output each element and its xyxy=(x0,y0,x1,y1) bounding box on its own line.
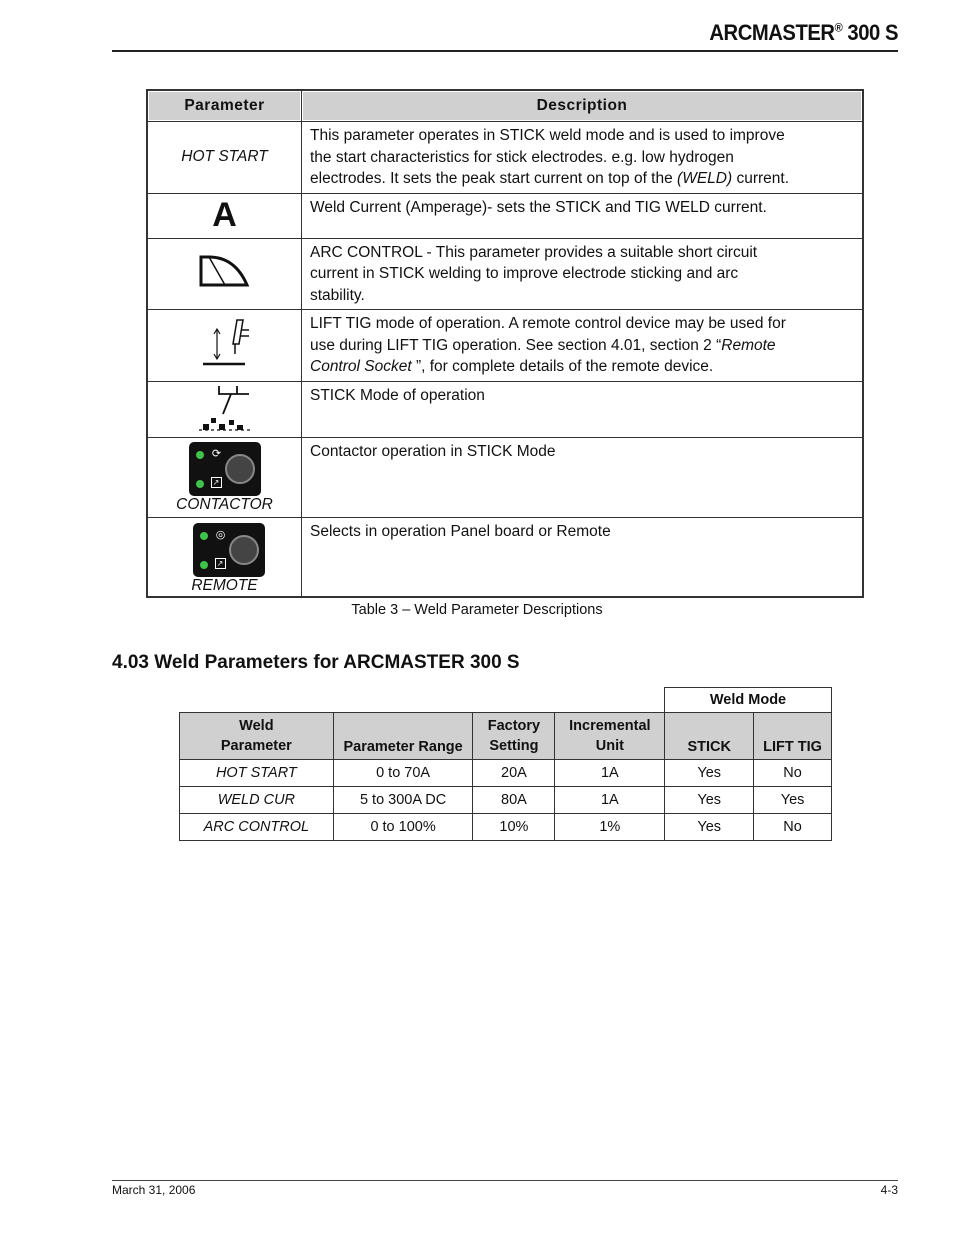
led-indicator xyxy=(200,561,208,569)
table-row xyxy=(147,381,863,437)
led-indicator xyxy=(196,480,204,488)
table-row xyxy=(180,760,832,787)
desc-line xyxy=(310,168,854,190)
row-description: Weld Current (Amperage)- sets the STICK and TIG WELD current. xyxy=(302,193,864,238)
table-row xyxy=(147,122,863,194)
page-header-title xyxy=(709,20,898,46)
desc-line: the start characteristics for stick electrodes. e.g. low hydrogen xyxy=(310,148,734,166)
cell-factory: 20A xyxy=(473,760,555,787)
contactor-switch-panel xyxy=(189,442,261,496)
col-parameter: Parameter xyxy=(147,90,302,122)
cell-lift: No xyxy=(754,814,832,841)
col-incremental-unit xyxy=(555,713,665,760)
remote-switch-panel xyxy=(193,523,265,577)
panel-board-icon: ◎ xyxy=(215,528,226,541)
cell-factory: 10% xyxy=(473,814,555,841)
desc-text: use during LIFT TIG operation. See section 4.01, section 2 “ xyxy=(310,336,722,354)
col-stick xyxy=(665,713,754,760)
footer-rule xyxy=(112,1180,898,1181)
header-text: Unit xyxy=(595,738,624,754)
brand-name: ARCMASTER xyxy=(709,20,835,45)
registered-mark: ® xyxy=(834,20,843,35)
header-text: Setting xyxy=(489,738,539,754)
table-row xyxy=(147,310,863,382)
table-row xyxy=(180,787,832,814)
desc-line: LIFT TIG mode of operation. A remote control device may be used for xyxy=(310,315,786,332)
lift-tig-icon xyxy=(147,310,302,382)
section-heading: 4.03 Weld Parameters for ARCMASTER 300 S xyxy=(112,652,520,673)
col-weld-parameter xyxy=(180,713,334,760)
stick-mode-icon xyxy=(147,381,302,437)
amperage-symbol: A xyxy=(147,193,302,238)
remote-label: REMOTE xyxy=(191,576,258,594)
hot-start-symbol: HOT START xyxy=(147,122,302,194)
cell-lift: No xyxy=(754,760,832,787)
desc-text: ”, for complete details of the remote device. xyxy=(411,358,714,375)
col-lift-tig xyxy=(754,713,832,760)
desc-text: (WELD) xyxy=(677,170,733,187)
desc-line: current in STICK welding to improve electrode sticking and arc xyxy=(310,265,739,282)
desc-text: Control Socket xyxy=(310,358,412,375)
cell-param: WELD CUR xyxy=(180,787,334,814)
cell-incr: 1A xyxy=(555,787,665,814)
contactor-panel xyxy=(147,437,302,517)
desc-text: Remote xyxy=(721,336,776,354)
header-text: Incremental xyxy=(569,718,651,734)
cell-factory: 80A xyxy=(473,787,555,814)
header-text: Parameter xyxy=(220,738,292,754)
col-parameter-range xyxy=(333,713,473,760)
cell-range: 0 to 70A xyxy=(333,760,473,787)
row-description xyxy=(302,122,864,194)
desc-line: stability. xyxy=(310,286,365,304)
cell-range: 0 to 100% xyxy=(333,814,473,841)
contactor-label: CONTACTOR xyxy=(176,495,273,513)
footer-date: March 31, 2006 xyxy=(112,1183,196,1197)
row-description xyxy=(302,238,864,310)
cell-incr: 1% xyxy=(555,814,665,841)
desc-text: current. xyxy=(732,170,790,187)
table-row xyxy=(147,193,863,238)
desc-line: ARC CONTROL - This parameter provides a suitable short circuit xyxy=(310,243,758,261)
row-description xyxy=(302,310,864,382)
arrow-box-icon: ↗ xyxy=(211,477,222,488)
desc-line xyxy=(310,356,854,378)
table-header-row xyxy=(147,90,863,122)
row-description: STICK Mode of operation xyxy=(302,381,864,437)
header-text: Weld xyxy=(239,718,274,734)
table-caption: Table 3 – Weld Parameter Descriptions xyxy=(351,602,603,618)
model-name: 300 S xyxy=(842,20,898,45)
header-rule xyxy=(112,50,898,52)
cell-incr: 1A xyxy=(555,760,665,787)
row-description: Contactor operation in STICK Mode xyxy=(302,437,864,517)
header-text: STICK xyxy=(687,739,731,755)
arrow-box-icon: ↗ xyxy=(215,558,226,569)
push-button-knob xyxy=(229,535,259,565)
contactor-on-icon: ⟳ xyxy=(211,447,222,460)
remote-panel xyxy=(147,517,302,597)
desc-line xyxy=(310,335,854,357)
cell-lift: Yes xyxy=(754,787,832,814)
cell-param: HOT START xyxy=(180,760,334,787)
table-row xyxy=(147,238,863,310)
weld-parameters-table xyxy=(179,712,832,841)
page-number: 4-3 xyxy=(880,1183,898,1197)
arc-control-icon xyxy=(147,238,302,310)
header-text: Factory xyxy=(487,718,541,734)
weld-mode-header: Weld Mode xyxy=(664,687,832,713)
desc-text: electrodes. It sets the peak start current on top of the xyxy=(310,170,678,187)
desc-line: This parameter operates in STICK weld mode and is used to improve xyxy=(310,127,785,144)
cell-stick: Yes xyxy=(665,787,754,814)
cell-param: ARC CONTROL xyxy=(180,814,334,841)
push-button-knob xyxy=(225,454,255,484)
cell-range: 5 to 300A DC xyxy=(333,787,473,814)
header-text: LIFT TIG xyxy=(763,739,822,755)
table-header-row xyxy=(180,713,832,760)
table-row xyxy=(180,814,832,841)
cell-stick: Yes xyxy=(665,814,754,841)
led-indicator xyxy=(200,532,208,540)
cell-stick: Yes xyxy=(665,760,754,787)
parameter-description-table xyxy=(146,89,864,598)
table-row xyxy=(147,517,863,597)
col-description: Description xyxy=(302,90,864,122)
row-description: Selects in operation Panel board or Remote xyxy=(302,517,864,597)
led-indicator xyxy=(196,451,204,459)
table-row xyxy=(147,437,863,517)
col-factory-setting xyxy=(473,713,555,760)
header-text: Parameter Range xyxy=(343,739,463,755)
